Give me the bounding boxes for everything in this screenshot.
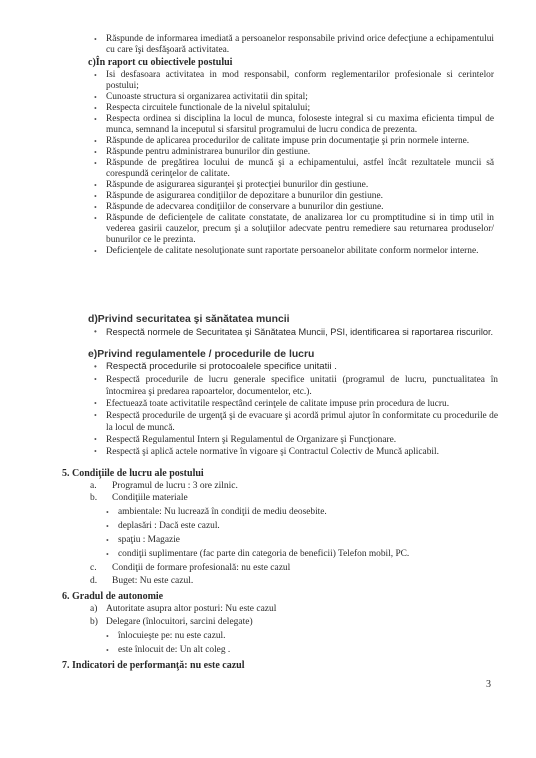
item-text: Programul de lucru : 3 ore zilnic.	[112, 481, 238, 491]
section-e-heading: e)Privind regulamentele / procedurile de lucru	[88, 349, 315, 360]
section-c-list	[88, 70, 494, 257]
list-item: • Respectă Regulamentul Intern şi Regulamentul de Organizare şi Funcţionare.	[106, 434, 498, 446]
section-e-list	[88, 361, 498, 458]
list-item: • spaţiu : Magazie	[118, 534, 498, 547]
list-item: • Respecta ordinea si disciplina la locul de munca, foloseste integral si cu maxima eficienta timpul de munca, semnand la inceputul si sfarsitul programului de lucru condica de prezenta.	[106, 114, 494, 136]
item-text: Autoritate asupra altor posturi: Nu este cazul	[106, 604, 277, 614]
list-item: • Respectă normele de Securitatea şi Sănătatea Muncii, PSI, identificarea si raportarea riscurilor.	[106, 326, 502, 338]
item-text: Condiţiile materiale	[112, 493, 188, 503]
list-item: • Răspunde de pregătirea locului de muncă şi a echipamentului, astfel încât rezultatele muncii să corespundă cerinţelor de calitate.	[106, 158, 494, 180]
list-item: • Respecta circuitele functionale de la nivelul spitalului;	[106, 103, 494, 114]
list-item: • Isi desfasoara activitatea in mod responsabil, conform reglementarilor profesionale si cerintelor postului;	[106, 70, 494, 92]
section-5-item-a	[90, 481, 238, 492]
section-5-item-d	[90, 576, 193, 587]
section-d-list	[88, 326, 502, 338]
list-item: • condiţii suplimentare (fac parte din categoria de beneficii) Telefon mobil, PC.	[118, 548, 498, 561]
list-item: • Răspunde de aplicarea procedurilor de calitate impuse prin documentaţie şi prin normele interne.	[106, 136, 494, 147]
section-c	[88, 57, 494, 257]
section-5-heading: 5. Condiţiile de lucru ale postului	[62, 468, 204, 479]
list-item: • Cunoaste structura si organizarea activitatii din spital;	[106, 92, 494, 103]
list-item: • Răspunde pentru administrarea bunurilor din gestiune.	[106, 147, 494, 158]
list-item: • Respectă şi aplică actele normative în vigoare şi Contractul Colectiv de Muncă aplicabil.	[106, 446, 498, 458]
section-c-heading: c)În raport cu obiectivele postului	[88, 57, 233, 68]
item-text: Buget: Nu este cazul.	[112, 576, 194, 586]
item-marker: c.	[90, 563, 97, 573]
list-item: • Respectă procedurile si protocoalele specifice unitatii .	[106, 361, 498, 373]
list-item: • deplasări : Dacă este cazul.	[118, 520, 498, 533]
section-5-b-list	[118, 506, 498, 562]
item-marker: b.	[90, 493, 98, 503]
item-marker: b)	[90, 617, 98, 627]
list-item: • Răspunde de adecvarea condiţiilor de conservare a bunurilor din gestiune.	[106, 202, 494, 213]
item-text: Condiţii de formare profesională: nu este cazul	[112, 563, 291, 573]
list-item: • este înlocuit de: Un alt coleg .	[118, 644, 478, 657]
list-item: • înlocuieşte pe: nu este cazul.	[118, 630, 478, 643]
section-5-item-c	[90, 563, 290, 574]
item-marker: d.	[90, 576, 98, 586]
section-6-item-a	[90, 604, 276, 615]
section-6-heading: 6. Gradul de autonomie	[62, 591, 164, 602]
section-6-b-list	[118, 630, 478, 657]
item-marker: a.	[90, 481, 97, 491]
section-5-item-b	[90, 493, 188, 504]
list-item: • Deficienţele de calitate nesoluţionate sunt raportate persoanelor abilitate conform normelor interne.	[106, 246, 494, 257]
list-item: • Răspunde de asigurarea siguranţei şi protecţiei bunurilor din gestiune.	[106, 180, 494, 191]
list-item: • ambientale: Nu lucrează în condiţii de mediu deosebite.	[118, 506, 498, 519]
list-item: • Răspunde de asigurarea condiţiilor de depozitare a bunurilor din gestiune.	[106, 191, 494, 202]
page-number: 3	[486, 679, 491, 690]
item-text: Delegare (înlocuitori, sarcini delegate)	[106, 617, 253, 627]
section-d	[88, 313, 502, 338]
section-d-heading: d)Privind securitatea şi sănătatea muncii	[88, 314, 290, 325]
section-e	[88, 348, 498, 458]
list-item: • Efectuează toate activitatile respectând cerinţele de calitate impuse prin procedura de lucru.	[106, 398, 498, 410]
section-7-heading: 7. Indicatori de performanţă: nu este cazul	[62, 660, 245, 671]
list-item: • Respectă procedurile de urgenţă şi de evacuare şi acordă primul ajutor în conformitate cu procedurile de la locul de muncă.	[106, 410, 498, 434]
previous-section-tail	[106, 34, 494, 56]
item-marker: a)	[90, 604, 98, 614]
list-item: • Răspunde de informarea imediată a persoanelor responsabile privind orice defecţiune a echipamentului cu care îşi desfăşoară activitatea.	[106, 34, 494, 56]
list-item: • Respectă procedurile de lucru generale specifice unitatii (programul de lucru, punctualitatea în întocmirea şi predarea rapoartelor, documentelor, etc.).	[106, 374, 498, 398]
section-6-item-b	[90, 617, 253, 628]
list-item: • Răspunde de deficienţele de calitate constatate, de analizarea lor cu promptitudine si in timp util in vederea gasirii cauzelor, precum şi a soluţiilor adecvate pentru remediere sau returnarea produselor/ bunurilor ce le prezinta.	[106, 213, 494, 246]
